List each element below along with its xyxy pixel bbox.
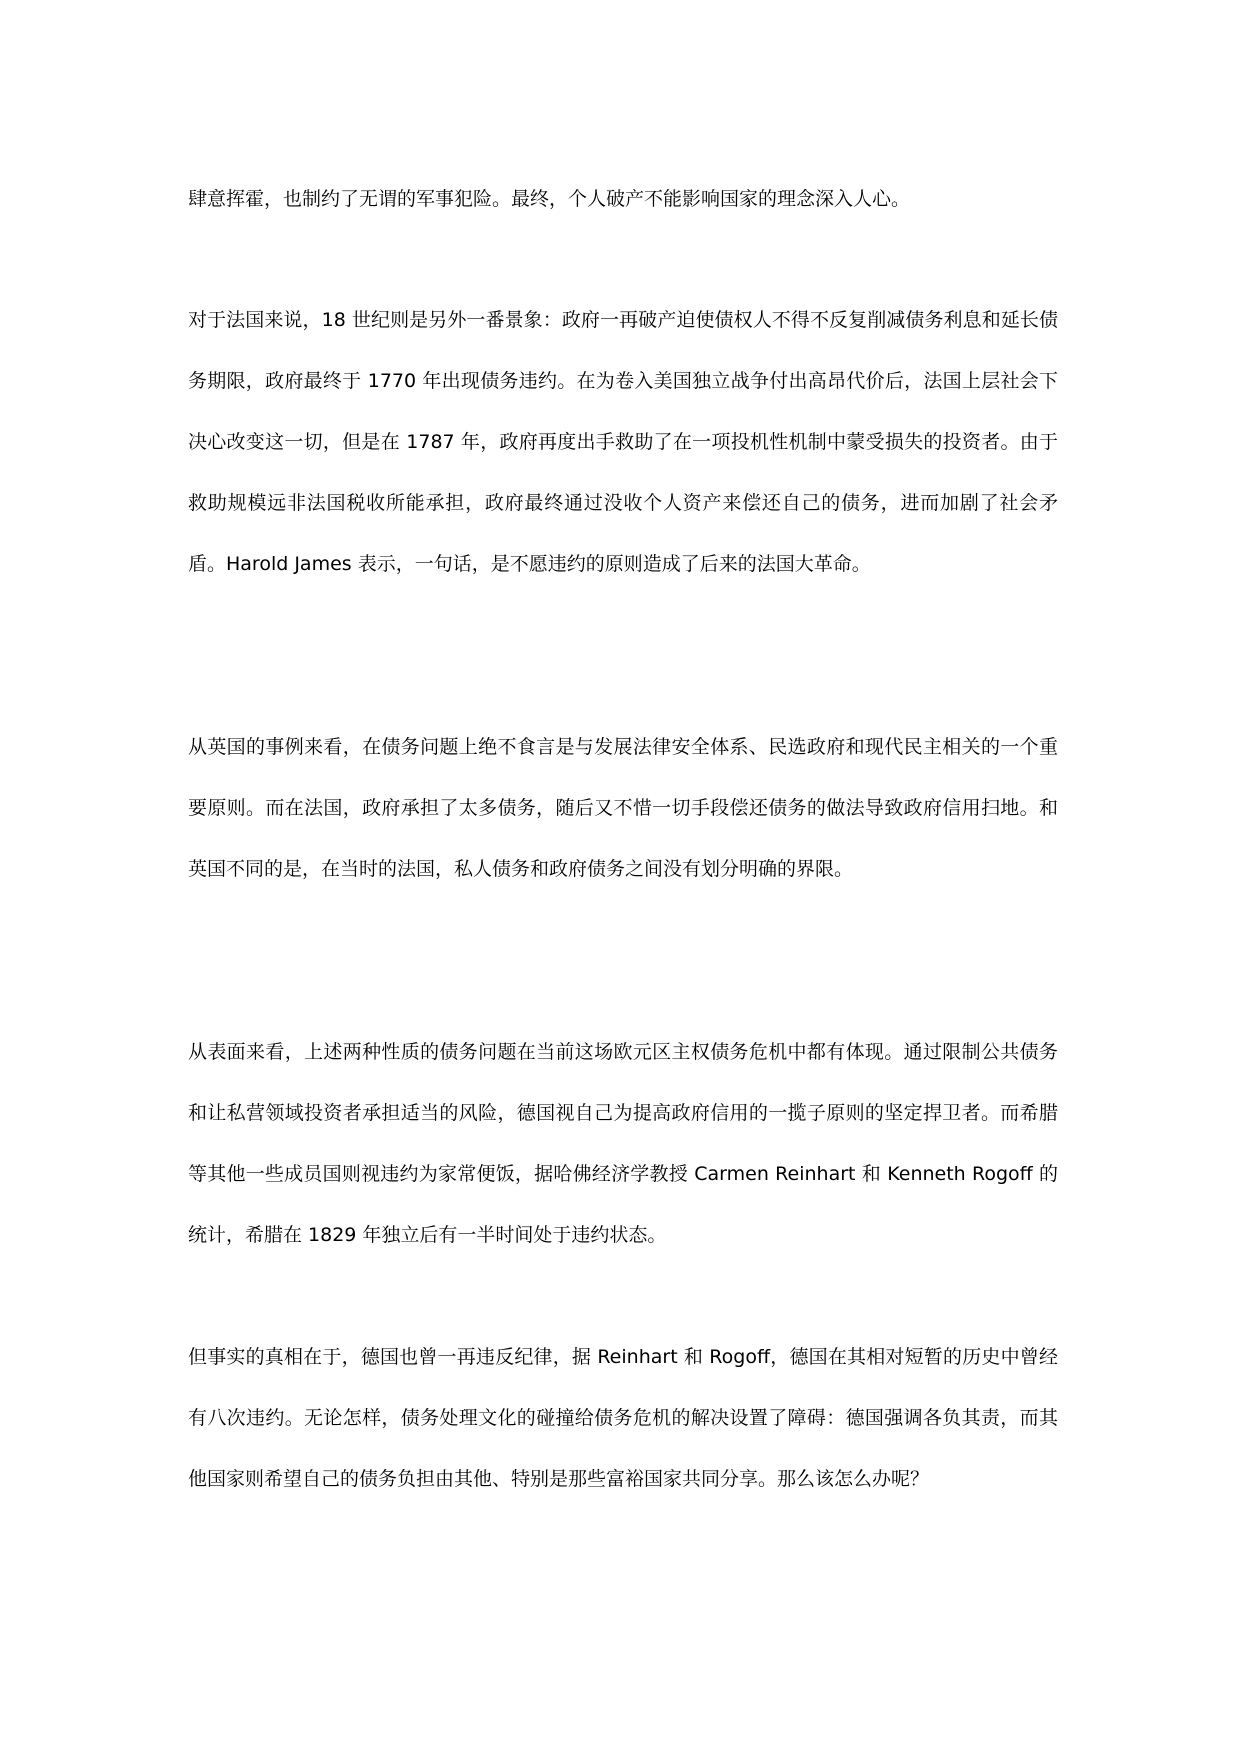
paragraph-5: 但事实的真相在于，德国也曾一再违反纪律，据 Reinhart 和 Rogoff，德国在其相对短暂的历史中曾经有八次违约。无论怎样，债务处理文化的碰撞给债务危机的解决设置了障碍：德国强调各负其责，而其他国家则希望自己的债务负担由其他、特别是那些富裕国家共同分享。那么该怎么办呢？ (188, 1346, 1058, 1490)
paragraph-4: 从表面来看，上述两种性质的债务问题在当前这场欧元区主权债务危机中都有体现。通过限制公共债务和让私营领域投资者承担适当的风险，德国视自己为提高政府信用的一揽子原则的坚定捍卫者。而希腊等其他一些成员国则视违约为家常便饭，据哈佛经济学教授 Carmen Reinhart 和 Kenneth Rogoff 的统计，希腊在 1829 年独立后有一半时间处于违约状态。 (188, 1041, 1058, 1246)
paragraph-3: 从英国的事例来看，在债务问题上绝不食言是与发展法律安全体系、民选政府和现代民主相关的一个重要原则。而在法国，政府承担了太多债务，随后又不惜一切手段偿还债务的做法导致政府信用扫地。和英国不同的是，在当时的法国，私人债务和政府债务之间没有划分明确的界限。 (188, 736, 1058, 880)
paragraph-1: 肆意挥霍，也制约了无谓的军事犯险。最终，个人破产不能影响国家的理念深入人心。 (188, 188, 911, 210)
paragraph-2: 对于法国来说，18 世纪则是另外一番景象：政府一再破产迫使债权人不得不反复削减债务利息和延长债务期限，政府最终于 1770 年出现债务违约。在为卷入美国独立战争付出高昂代价后，法国上层社会下决心改变这一切，但是在 1787 年，政府再度出手救助了在一项投机性机制中蒙受损失的投资者。由于救助规模远非法国税收所能承担，政府最终通过没收个人资产来偿还自己的债务，进而加剧了社会矛盾。Harold James 表示，一句话，是不愿违约的原则造成了后来的法国大革命。 (188, 309, 1058, 575)
